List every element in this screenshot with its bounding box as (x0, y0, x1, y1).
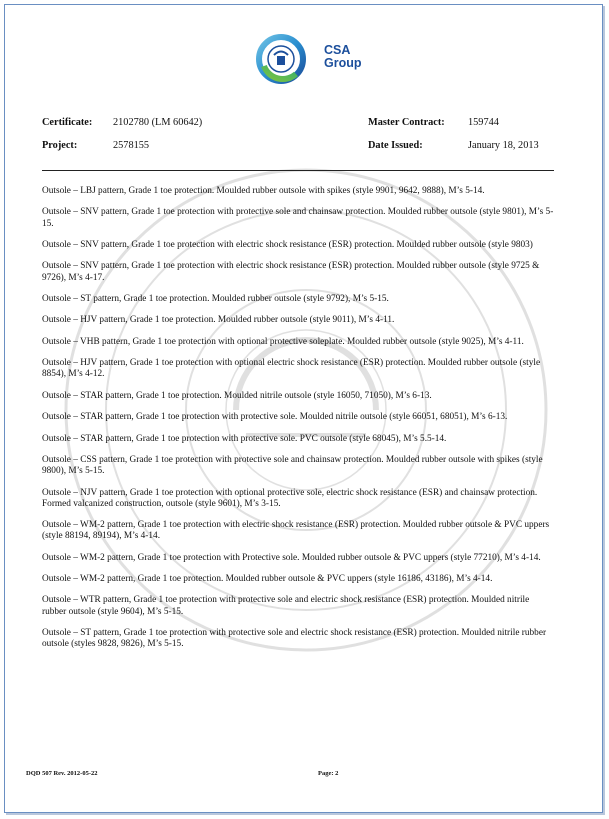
outsole-paragraph: Outsole – SNV pattern, Grade 1 toe protection with electric shock resistance (ESR) protection. Moulded rubber outsole (style 9725 & 9726), M’s 4-17. (42, 261, 540, 283)
date-issued-label: Date Issued: (368, 140, 423, 151)
outsole-paragraph: Outsole – HJV pattern, Grade 1 toe protection. Moulded rubber outsole (style 9011), M’s 4-11. (42, 315, 395, 326)
outsole-paragraph: Outsole – ST pattern, Grade 1 toe protection with protective sole and electric shock resistance (ESR) protection. Moulded nitrile rubber outsole (styles 9828, 9826), M’s 5-15. (42, 628, 547, 650)
master-contract-value: 159744 (468, 117, 499, 128)
outsole-paragraph: Outsole – WTR pattern, Grade 1 toe protection with protective sole and electric shock resistance (ESR) protection. Moulded nitrile rubber outsole (style 9604), M’s 5-15. (42, 595, 530, 617)
outsole-paragraph: Outsole – STAR pattern, Grade 1 toe protection with protective sole. Moulded nitrile outsole (style 66051, 68051), M’s 6-13. (42, 412, 508, 423)
date-issued-value: January 18, 2013 (468, 140, 539, 151)
outsole-list (42, 186, 554, 661)
page-number: Page: 2 (318, 770, 339, 777)
project-row (42, 140, 77, 152)
outsole-paragraph: Outsole – WM-2 pattern, Grade 1 toe protection. Moulded rubber outsole & PVC uppers (style 16186, 43186), M’s 4-14. (42, 574, 493, 585)
outsole-paragraph: Outsole – STAR pattern, Grade 1 toe protection. Moulded nitrile outsole (style 16050, 71050), M’s 6-13. (42, 390, 432, 401)
logo-text-group: Group (324, 56, 362, 70)
outsole-paragraph: Outsole – WM-2 pattern, Grade 1 toe protection with Protective sole. Moulded rubber outsole & PVC uppers (style 77210), M’s 4-14. (42, 552, 541, 563)
logo-wordmark (324, 44, 362, 70)
form-id: DQD 507 Rev. 2012-05-22 (26, 770, 98, 777)
certificate-value: 2102780 (LM 60642) (113, 117, 203, 128)
outsole-paragraph: Outsole – HJV pattern, Grade 1 toe protection with optional electric shock resistance (ESR) protection. Moulded rubber outsole (style 8854), M’s 4-12. (42, 358, 541, 380)
project-value: 2578155 (113, 140, 150, 151)
outsole-paragraph: Outsole – CSS pattern, Grade 1 toe protection with protective sole and chainsaw protection. Moulded rubber outsole with spikes (style 9800), M’s 5-15. (42, 454, 543, 477)
outsole-paragraph: Outsole – WM-2 pattern, Grade 1 toe protection with electric shock resistance (ESR) protection. Moulded rubber outsole & PVC uppers (style 88194, 89194), M’s 4-14. (42, 520, 550, 542)
outsole-paragraph: Outsole – SNV pattern, Grade 1 toe protection with protective sole and chainsaw protection. Moulded rubber outsole (style 9801), M’s 5-15. (42, 207, 554, 229)
outsole-paragraph: Outsole – VHB pattern, Grade 1 toe protection with optional protective soleplate. Moulded rubber outsole (style 9025), M’s 4-11. (42, 336, 524, 347)
certificate-row (42, 117, 92, 129)
outsole-paragraph: Outsole – LBJ pattern, Grade 1 toe protection. Moulded rubber outsole with spikes (style 9901, 9642, 9888), M’s 5-14. (42, 186, 485, 196)
outsole-paragraph: Outsole – NJV pattern, Grade 1 toe protection with optional protective sole, electric shock resistance (ESR) and chainsaw protection. Formed valcanized construction, outsole (style 9601), M’s 3-15. (42, 487, 538, 509)
master-contract-row (368, 117, 445, 129)
certificate-label: Certificate: (42, 117, 93, 128)
master-contract-label: Master Contract: (368, 117, 445, 128)
project-label: Project: (42, 140, 78, 151)
outsole-paragraph: Outsole – SNV pattern, Grade 1 toe protection with electric shock resistance (ESR) protection. Moulded rubber outsole (style 9803) (42, 239, 533, 250)
date-issued-row (368, 140, 423, 152)
logo-text-csa: CSA (324, 43, 351, 57)
outsole-paragraph: Outsole – STAR pattern, Grade 1 toe protection with protective sole. PVC outsole (style 68045), M’s 5.5-14. (42, 433, 447, 444)
header-divider (42, 170, 554, 171)
outsole-paragraph: Outsole – ST pattern, Grade 1 toe protection. Moulded rubber outsole (style 9792), M’s 5-15. (42, 293, 389, 304)
